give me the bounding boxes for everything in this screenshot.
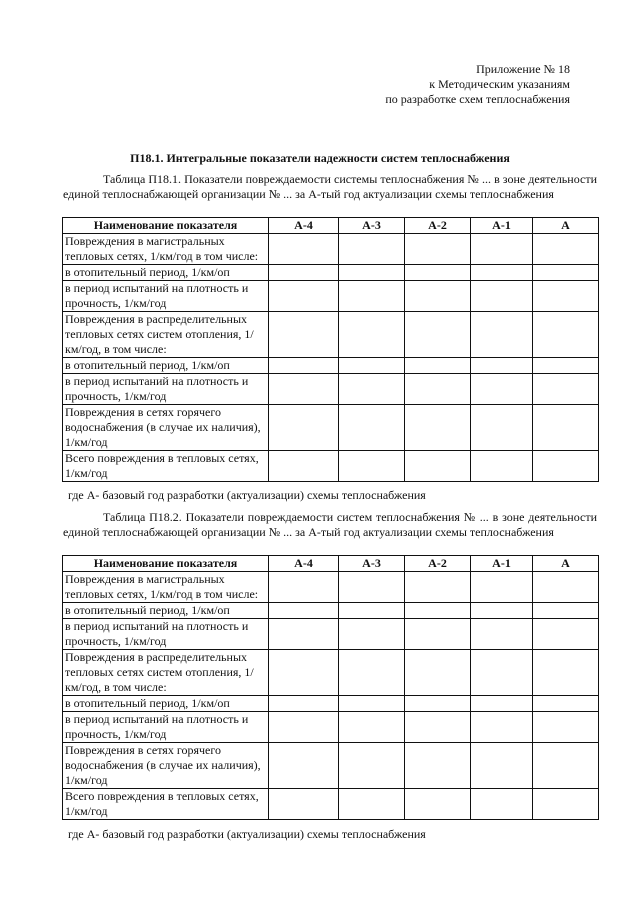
row-label: в период испытаний на плотность и прочность, 1/км/год bbox=[63, 712, 269, 743]
table-row bbox=[63, 281, 599, 312]
table-row bbox=[63, 234, 599, 265]
value-cell bbox=[339, 743, 405, 789]
value-cell bbox=[405, 234, 471, 265]
value-cell bbox=[405, 358, 471, 374]
appendix-header bbox=[385, 62, 570, 107]
table-row bbox=[63, 312, 599, 358]
value-cell bbox=[269, 281, 339, 312]
value-cell bbox=[533, 281, 599, 312]
row-label: Повреждения в магистральных тепловых сетях, 1/км/год в том числе: bbox=[63, 234, 269, 265]
row-label: Всего повреждения в тепловых сетях, 1/км/год bbox=[63, 789, 269, 820]
value-cell bbox=[471, 789, 533, 820]
value-cell bbox=[533, 405, 599, 451]
table-row bbox=[63, 619, 599, 650]
column-header-indicator: Наименование показателя bbox=[63, 556, 269, 572]
value-cell bbox=[533, 743, 599, 789]
appendix-subject: по разработке схем теплоснабжения bbox=[385, 92, 570, 106]
table-1-note: где А- базовый год разработки (актуализации) схемы теплоснабжения bbox=[68, 488, 426, 502]
value-cell bbox=[405, 374, 471, 405]
table-2 bbox=[62, 555, 599, 820]
value-cell bbox=[533, 619, 599, 650]
table-1-caption: Таблица П18.1. Показатели повреждаемости системы теплоснабжения № ... в зоне деятельности единой теплоснабжающей организации № ... за А-тый год актуализации схемы теплоснабжения bbox=[63, 172, 597, 201]
value-cell bbox=[269, 234, 339, 265]
table-row bbox=[63, 451, 599, 482]
table-1 bbox=[62, 217, 599, 482]
value-cell bbox=[471, 281, 533, 312]
value-cell bbox=[471, 572, 533, 603]
column-header-a4: А-4 bbox=[269, 556, 339, 572]
value-cell bbox=[533, 234, 599, 265]
value-cell bbox=[533, 712, 599, 743]
table-row bbox=[63, 696, 599, 712]
value-cell bbox=[405, 619, 471, 650]
value-cell bbox=[471, 696, 533, 712]
table-row bbox=[63, 603, 599, 619]
value-cell bbox=[533, 603, 599, 619]
value-cell bbox=[471, 234, 533, 265]
value-cell bbox=[405, 312, 471, 358]
value-cell bbox=[339, 572, 405, 603]
table-row bbox=[63, 358, 599, 374]
value-cell bbox=[339, 603, 405, 619]
value-cell bbox=[339, 312, 405, 358]
value-cell bbox=[269, 743, 339, 789]
row-label: Повреждения в распределительных тепловых сетях систем отопления, 1/км/год, в том числе: bbox=[63, 650, 269, 696]
value-cell bbox=[269, 374, 339, 405]
value-cell bbox=[405, 265, 471, 281]
value-cell bbox=[533, 789, 599, 820]
value-cell bbox=[471, 265, 533, 281]
row-label: в период испытаний на плотность и прочность, 1/км/год bbox=[63, 619, 269, 650]
row-label: Всего повреждения в тепловых сетях, 1/км/год bbox=[63, 451, 269, 482]
value-cell bbox=[339, 374, 405, 405]
value-cell bbox=[339, 358, 405, 374]
value-cell bbox=[405, 650, 471, 696]
value-cell bbox=[339, 712, 405, 743]
row-label: Повреждения в сетях горячего водоснабжения (в случае их наличия), 1/км/год bbox=[63, 405, 269, 451]
column-header-a4: А-4 bbox=[269, 218, 339, 234]
value-cell bbox=[405, 281, 471, 312]
value-cell bbox=[339, 650, 405, 696]
row-label: Повреждения в магистральных тепловых сетях, 1/км/год в том числе: bbox=[63, 572, 269, 603]
value-cell bbox=[269, 451, 339, 482]
value-cell bbox=[471, 650, 533, 696]
value-cell bbox=[405, 743, 471, 789]
value-cell bbox=[471, 619, 533, 650]
value-cell bbox=[339, 234, 405, 265]
row-label: в отопительный период, 1/км/оп bbox=[63, 696, 269, 712]
value-cell bbox=[269, 572, 339, 603]
value-cell bbox=[533, 572, 599, 603]
value-cell bbox=[269, 789, 339, 820]
column-header-a3: А-3 bbox=[339, 556, 405, 572]
row-label: Повреждения в сетях горячего водоснабжения (в случае их наличия), 1/км/год bbox=[63, 743, 269, 789]
table-row bbox=[63, 789, 599, 820]
value-cell bbox=[471, 712, 533, 743]
value-cell bbox=[269, 603, 339, 619]
section-title: П18.1. Интегральные показатели надежности систем теплоснабжения bbox=[130, 151, 510, 165]
value-cell bbox=[405, 603, 471, 619]
value-cell bbox=[405, 572, 471, 603]
row-label: в отопительный период, 1/км/оп bbox=[63, 265, 269, 281]
row-label: в период испытаний на плотность и прочность, 1/км/год bbox=[63, 281, 269, 312]
value-cell bbox=[533, 451, 599, 482]
value-cell bbox=[533, 650, 599, 696]
appendix-reference: к Методическим указаниям bbox=[429, 77, 570, 91]
value-cell bbox=[339, 789, 405, 820]
table-row bbox=[63, 743, 599, 789]
value-cell bbox=[339, 265, 405, 281]
value-cell bbox=[533, 265, 599, 281]
value-cell bbox=[339, 619, 405, 650]
table-header-row bbox=[63, 218, 599, 234]
value-cell bbox=[405, 696, 471, 712]
value-cell bbox=[339, 451, 405, 482]
value-cell bbox=[471, 451, 533, 482]
value-cell bbox=[471, 405, 533, 451]
value-cell bbox=[533, 696, 599, 712]
value-cell bbox=[533, 312, 599, 358]
value-cell bbox=[339, 405, 405, 451]
table-2-note: где А- базовый год разработки (актуализации) схемы теплоснабжения bbox=[68, 827, 426, 841]
column-header-a2: А-2 bbox=[405, 218, 471, 234]
column-header-a2: А-2 bbox=[405, 556, 471, 572]
value-cell bbox=[339, 281, 405, 312]
value-cell bbox=[269, 650, 339, 696]
value-cell bbox=[405, 789, 471, 820]
column-header-a1: А-1 bbox=[471, 218, 533, 234]
row-label: Повреждения в распределительных тепловых сетях систем отопления, 1/км/год, в том числе: bbox=[63, 312, 269, 358]
row-label: в отопительный период, 1/км/оп bbox=[63, 603, 269, 619]
table-row bbox=[63, 405, 599, 451]
column-header-a1: А-1 bbox=[471, 556, 533, 572]
value-cell bbox=[405, 405, 471, 451]
value-cell bbox=[533, 358, 599, 374]
value-cell bbox=[269, 619, 339, 650]
table-2-caption: Таблица П18.2. Показатели повреждаемости систем теплоснабжения № ... в зоне деятельности единой теплоснабжающей организации № ... за А-тый год актуализации схемы теплоснабжения bbox=[63, 510, 597, 539]
table-row bbox=[63, 265, 599, 281]
value-cell bbox=[471, 312, 533, 358]
row-label: в период испытаний на плотность и прочность, 1/км/год bbox=[63, 374, 269, 405]
row-label: в отопительный период, 1/км/оп bbox=[63, 358, 269, 374]
column-header-indicator: Наименование показателя bbox=[63, 218, 269, 234]
value-cell bbox=[533, 374, 599, 405]
appendix-number: Приложение № 18 bbox=[476, 62, 570, 76]
value-cell bbox=[269, 712, 339, 743]
table-row bbox=[63, 572, 599, 603]
value-cell bbox=[471, 374, 533, 405]
value-cell bbox=[269, 696, 339, 712]
table-row bbox=[63, 374, 599, 405]
value-cell bbox=[339, 696, 405, 712]
table-header-row bbox=[63, 556, 599, 572]
value-cell bbox=[269, 358, 339, 374]
value-cell bbox=[405, 451, 471, 482]
value-cell bbox=[471, 358, 533, 374]
column-header-a3: А-3 bbox=[339, 218, 405, 234]
value-cell bbox=[405, 712, 471, 743]
value-cell bbox=[269, 265, 339, 281]
value-cell bbox=[471, 743, 533, 789]
value-cell bbox=[269, 312, 339, 358]
value-cell bbox=[269, 405, 339, 451]
table-row bbox=[63, 712, 599, 743]
column-header-a: А bbox=[533, 556, 599, 572]
table-row bbox=[63, 650, 599, 696]
value-cell bbox=[471, 603, 533, 619]
column-header-a: А bbox=[533, 218, 599, 234]
